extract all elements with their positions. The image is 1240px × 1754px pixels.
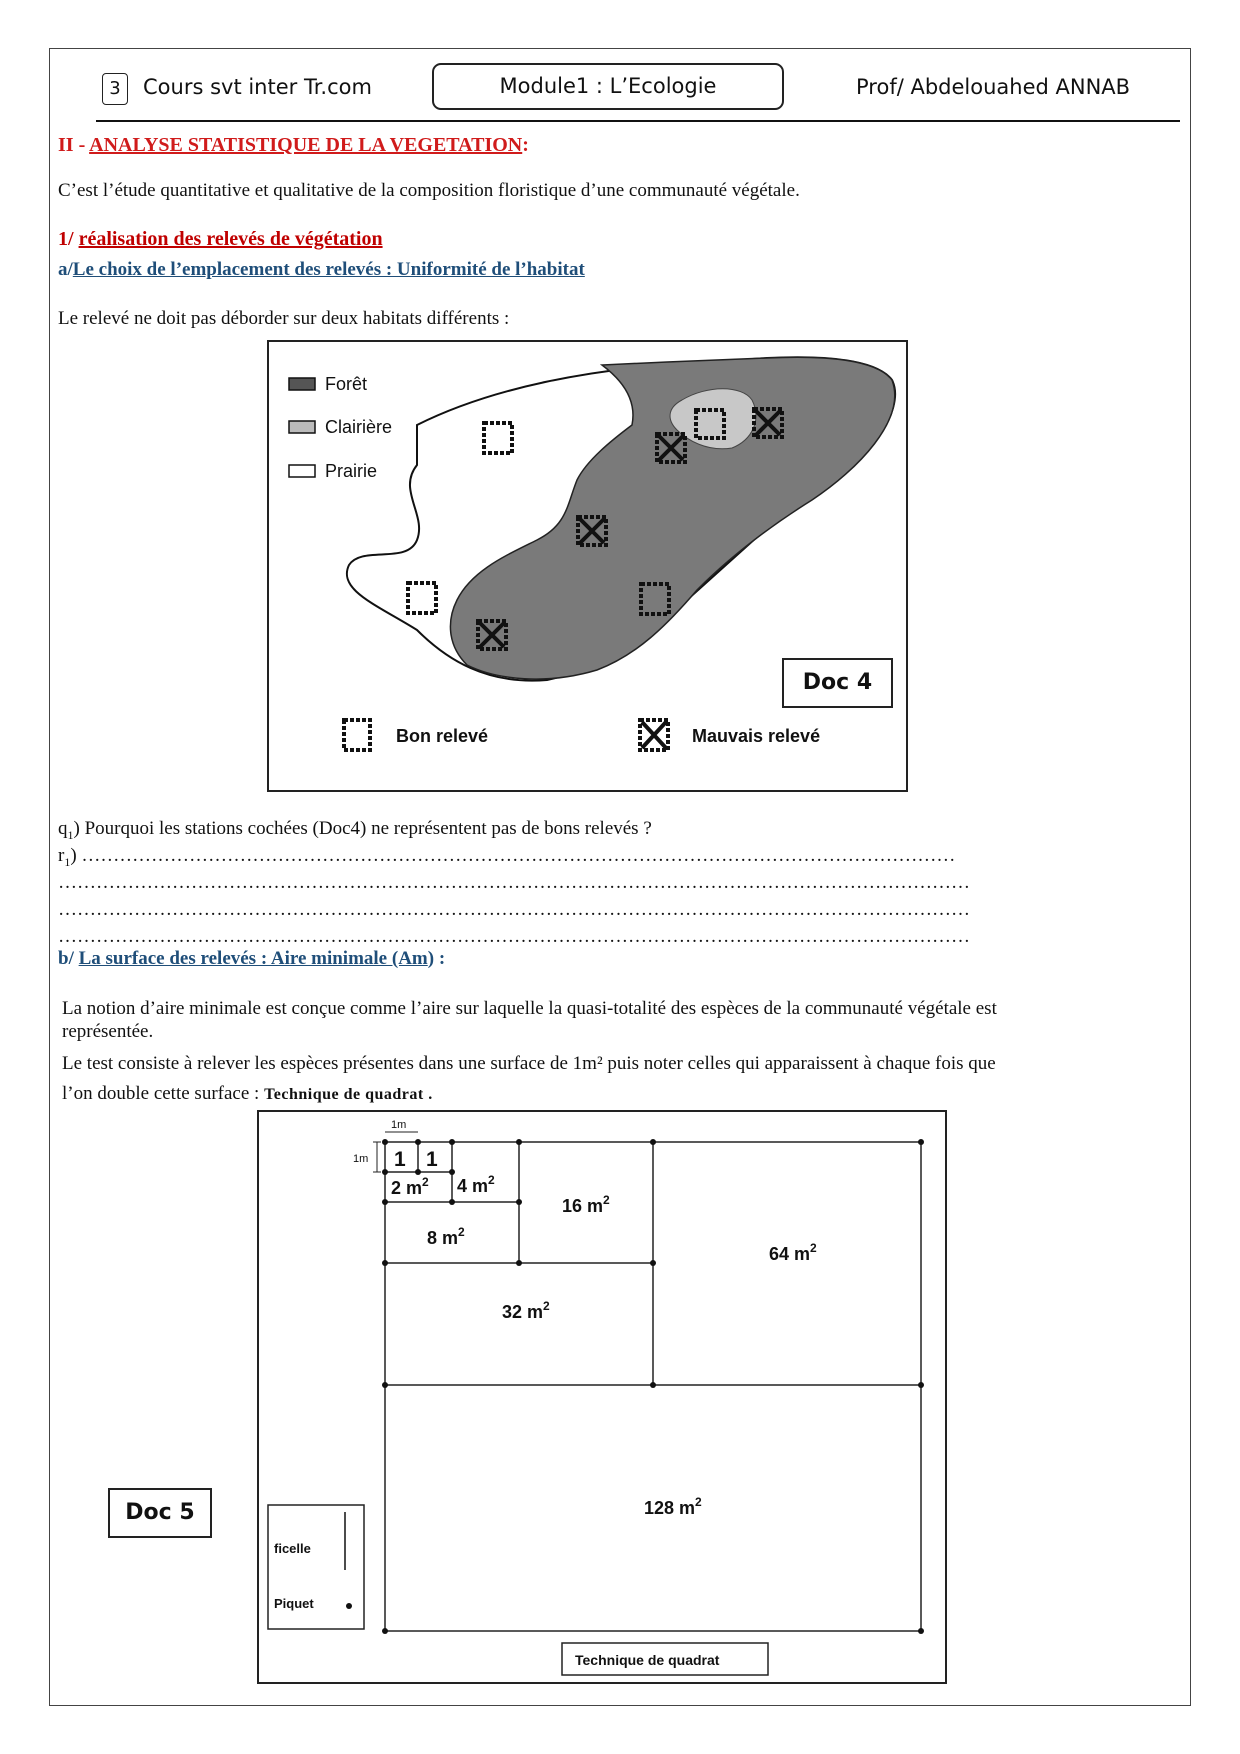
sub1b-prefix: b/	[58, 948, 79, 969]
legend-prairie-swatch	[289, 465, 315, 477]
q-text: ) Pourquoi les stations cochées (Doc4) ne représentent pas de bons relevés ?	[73, 818, 652, 839]
header-rule	[96, 120, 1180, 122]
sub1b-p2: Le test consiste à relever les espèces présentes dans une surface de 1m² puis noter celles qui apparaissent à chaque fois que	[62, 1053, 996, 1074]
legend-foret: Forêt	[325, 374, 368, 394]
sub1b-p1: La notion d’aire minimale est conçue comme l’aire sur laquelle la quasi-totalité des espèces de la communauté végétale est	[62, 998, 997, 1019]
header-author: Prof/ Abdelouahed ANNAB	[856, 75, 1131, 99]
area-1-a: 1	[394, 1148, 406, 1171]
key-ficelle: ficelle	[274, 1541, 311, 1556]
area-1-b: 1	[426, 1148, 438, 1171]
doc5-label: Doc 5	[108, 1488, 212, 1538]
section-colon: :	[522, 134, 529, 156]
question-q1	[58, 818, 652, 843]
r-sub: 1	[64, 854, 71, 869]
area-2: 2 $m^2$	[391, 1175, 429, 1198]
quadrat-figure	[257, 1110, 947, 1684]
legend-clairiere: Clairière	[325, 417, 393, 437]
area-16: 16 $m^2$	[562, 1193, 610, 1216]
dim-1m-v: 1m	[353, 1153, 369, 1165]
header-site: Cours svt inter Tr.com	[143, 75, 372, 99]
r-dots: ) …………………………………………………………………………………………………………………………	[70, 845, 956, 866]
sub1a-heading	[58, 259, 585, 281]
section-prefix: II -	[58, 134, 90, 156]
answer-line: ………………………………………………………………………………………………………………………………	[58, 899, 970, 920]
q-letter: q	[58, 818, 68, 839]
legend-foret-swatch	[289, 378, 315, 390]
answer-line: ………………………………………………………………………………………………………………………………	[58, 872, 970, 893]
area-128: 128 $m^2$	[644, 1495, 702, 1518]
sub1-prefix: 1/	[58, 228, 79, 250]
section-intro: C’est l’étude quantitative et qualitative de la composition floristique d’une communauté végétale.	[58, 180, 800, 201]
r-letter: r	[58, 845, 65, 866]
sub1a-title: Le choix de l’emplacement des relevés : Uniformité de l’habitat	[72, 259, 585, 280]
section-title-text: ANALYSE STATISTIQUE DE LA VEGETATION	[89, 134, 523, 156]
sub1b-technique: Technique de quadrat .	[264, 1086, 433, 1103]
page-number: 3	[102, 73, 128, 105]
piquet-symbol	[346, 1603, 352, 1609]
area-4: 4 $m^2$	[457, 1173, 495, 1196]
q-sub: 1	[67, 827, 74, 842]
sub1b-p2b-text: l’on double cette surface :	[62, 1083, 265, 1104]
legend-bon: Bon relevé	[396, 726, 489, 746]
area-8: 8 $m^2$	[427, 1225, 465, 1248]
legend-clairiere-swatch	[289, 421, 315, 433]
dim-1m-h: 1m	[391, 1119, 407, 1131]
sub1a-prefix: a/	[58, 259, 73, 280]
answer-line: ………………………………………………………………………………………………………………………………	[58, 926, 970, 947]
area-32: 32 $m^2$	[502, 1299, 550, 1322]
habitat-map-figure	[267, 340, 908, 792]
sub1-title: réalisation des relevés de végétation	[78, 228, 383, 250]
legend-mauvais: Mauvais relevé	[692, 726, 821, 746]
area-64: 64 $m^2$	[769, 1241, 817, 1264]
sub1b-p2b	[62, 1083, 433, 1105]
doc4-label: Doc 4	[782, 658, 893, 708]
sub1a-text: Le relevé ne doit pas déborder sur deux habitats différents :	[58, 308, 510, 329]
sub1b-suffix: ) :	[427, 948, 446, 969]
sub1b-heading	[58, 948, 445, 970]
sub1-heading	[58, 228, 383, 251]
section-title	[58, 134, 529, 157]
key-piquet: Piquet	[274, 1596, 314, 1611]
header-module: Module1 : L’Ecologie	[432, 63, 784, 110]
legend-prairie: Prairie	[325, 461, 378, 481]
caption-text: Technique de quadrat	[575, 1652, 720, 1668]
sub1b-title: La surface des relevés : Aire minimale (Am	[78, 948, 428, 969]
sub1b-p1b: représentée.	[62, 1021, 154, 1042]
answer-r1	[58, 845, 1158, 870]
